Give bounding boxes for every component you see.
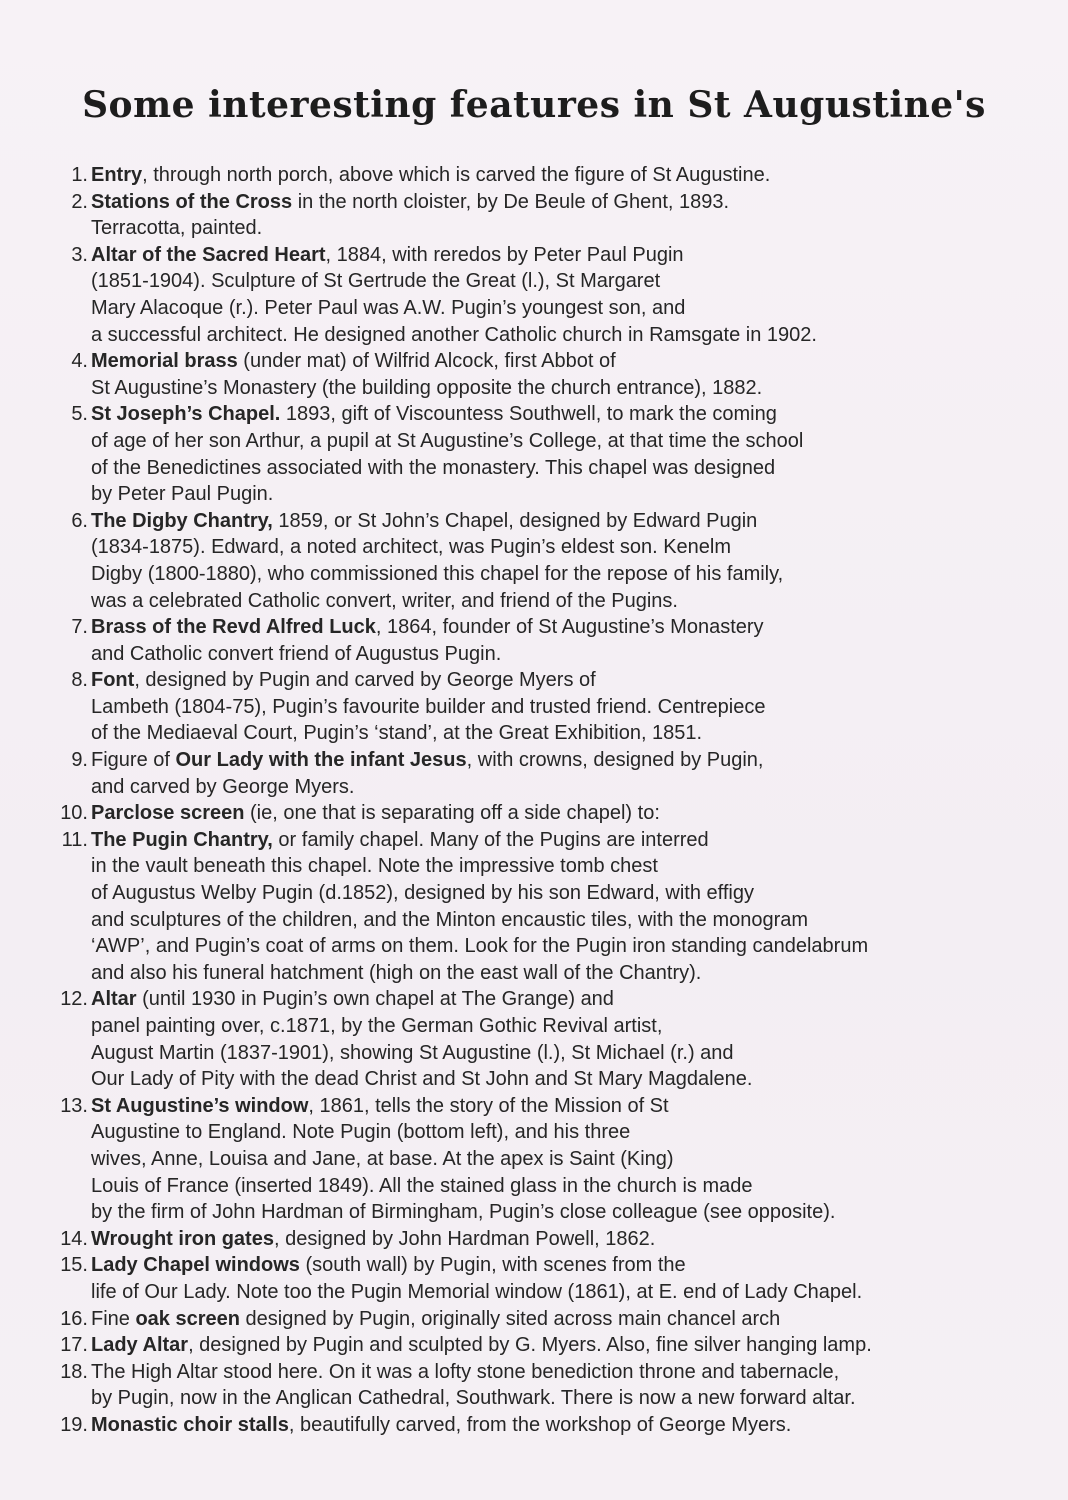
feature-description: Our Lady of Pity with the dead Christ and St John and St Mary Magdalene. [91, 1068, 753, 1091]
list-item [50, 162, 1040, 189]
feature-description: by Pugin, now in the Anglican Cathedral, Southwark. There is now a new forward altar. [91, 1387, 856, 1410]
feature-name: Monastic choir stalls [91, 1413, 289, 1436]
item-line [91, 880, 868, 907]
feature-description: and carved by George Myers. [91, 775, 355, 798]
item-line [91, 667, 765, 694]
item-number: 18. [60, 1360, 88, 1383]
feature-description: , 1861, tells the story of the Mission of St [308, 1094, 669, 1117]
item-line [91, 933, 868, 960]
list-item [50, 747, 1040, 800]
item-line [91, 720, 765, 747]
item-line [91, 322, 817, 349]
feature-description: (1834-1875). Edward, a noted architect, was Pugin’s eldest son. Kenelm [91, 536, 731, 559]
list-item [50, 1306, 1040, 1333]
feature-description: or family chapel. Many of the Pugins are interred [272, 828, 709, 851]
item-text [91, 1412, 791, 1439]
item-line [91, 960, 868, 987]
list-item [50, 986, 1040, 1092]
feature-description: , through north porch, above which is carved the figure of St Augustine. [142, 164, 771, 186]
item-line [91, 1066, 752, 1093]
feature-name: Parclose screen [91, 802, 245, 825]
feature-description: was a celebrated Catholic convert, writer, and friend of the Pugins. [91, 589, 678, 612]
feature-description: life of Our Lady. Note too the Pugin Memorial window (1861), at E. end of Lady Chapel. [91, 1280, 863, 1303]
item-text [91, 1093, 835, 1226]
list-item [50, 614, 1040, 667]
feature-description: 1859, or St John’s Chapel, designed by Edward Pugin [272, 509, 758, 532]
item-line [91, 455, 803, 482]
feature-description: Digby (1800-1880), who commissioned this chapel for the repose of his family, [91, 562, 784, 585]
feature-description: St Augustine’s Monastery (the building opposite the church entrance), 1882. [91, 376, 763, 399]
feature-description: Terracotta, painted. [91, 217, 263, 240]
item-text [91, 986, 752, 1092]
feature-description: , designed by Pugin and sculpted by G. Myers. Also, fine silver hanging lamp. [188, 1334, 872, 1357]
feature-name: Our Lady with the infant Jesus [175, 749, 467, 772]
feature-description: (south wall) by Pugin, with scenes from the [299, 1254, 686, 1277]
list-item [50, 189, 1040, 242]
feature-description: of the Mediaeval Court, Pugin’s ‘stand’, at the Great Exhibition, 1851. [91, 722, 703, 745]
item-number: 3. [71, 243, 88, 266]
item-line [91, 1279, 862, 1306]
item-line [91, 1385, 856, 1412]
feature-description: Mary Alacoque (r.). Peter Paul was A.W. Pugin’s youngest son, and [91, 296, 686, 319]
item-line [91, 508, 783, 535]
item-number: 1. [71, 164, 88, 186]
feature-name: oak screen [135, 1307, 240, 1330]
item-text [91, 348, 762, 401]
feature-name: Lady Chapel windows [91, 1254, 300, 1277]
item-line [91, 641, 764, 668]
item-line [91, 1306, 780, 1333]
feature-name: Stations of the Cross [91, 190, 293, 213]
list-item [50, 508, 1040, 614]
feature-name: Altar [91, 988, 137, 1011]
feature-description: , 1884, with reredos by Peter Paul Pugin [325, 243, 684, 266]
feature-name: Altar of the Sacred Heart [91, 243, 326, 266]
feature-name: Font [91, 669, 135, 692]
item-line [91, 986, 752, 1013]
item-line [91, 588, 783, 615]
item-line [91, 1173, 835, 1200]
item-number: 2. [71, 190, 88, 213]
item-line [91, 1332, 872, 1359]
feature-description: Augustine to England. Note Pugin (bottom left), and his three [91, 1121, 631, 1144]
feature-description: in the vault beneath this chapel. Note the impressive tomb chest [91, 855, 658, 878]
list-item [50, 667, 1040, 747]
feature-name: St Joseph’s Chapel. [91, 403, 281, 426]
item-line [91, 1119, 835, 1146]
feature-description: , designed by Pugin and carved by George Myers of [134, 669, 596, 692]
item-number: 15. [60, 1254, 88, 1277]
feature-name: Brass of the Revd Alfred Luck [91, 616, 376, 639]
item-text [91, 401, 803, 507]
item-number: 6. [71, 509, 88, 532]
item-line [91, 481, 803, 508]
feature-description: 1893, gift of Viscountess Southwell, to mark the coming [280, 403, 777, 426]
item-line [91, 1013, 752, 1040]
list-item [50, 1332, 1040, 1359]
item-line [91, 162, 770, 189]
item-line [91, 1093, 835, 1120]
feature-description: by Peter Paul Pugin. [91, 483, 274, 506]
item-line [91, 348, 762, 375]
feature-description: of age of her son Arthur, a pupil at St Augustine’s College, at that time the school [91, 429, 804, 452]
item-text [91, 242, 817, 348]
feature-description: of Augustus Welby Pugin (d.1852), designed by his son Edward, with effigy [91, 882, 754, 905]
feature-description: , designed by John Hardman Powell, 1862. [273, 1227, 656, 1250]
item-number: 14. [60, 1227, 88, 1250]
item-text [91, 508, 783, 614]
item-line [91, 1412, 791, 1439]
item-text [91, 1359, 856, 1412]
feature-description: Figure of [91, 749, 176, 772]
item-line [91, 1252, 862, 1279]
feature-name: St Augustine’s window [91, 1094, 309, 1117]
item-line [91, 295, 817, 322]
item-text [91, 189, 729, 242]
feature-description: wives, Anne, Louisa and Jane, at base. At the apex is Saint (King) [91, 1147, 674, 1170]
feature-description: by the firm of John Hardman of Birmingham, Pugin’s close colleague (see opposite). [91, 1201, 836, 1224]
feature-description: Fine [91, 1307, 136, 1330]
item-number: 7. [71, 616, 88, 639]
item-number: 19. [60, 1413, 88, 1436]
item-line [91, 827, 868, 854]
feature-description: panel painting over, c.1871, by the German Gothic Revival artist, [91, 1015, 663, 1037]
feature-description: and Catholic convert friend of Augustus Pugin. [91, 642, 502, 665]
feature-description: August Martin (1837-1901), showing St Augustine (l.), St Michael (r.) and [91, 1041, 734, 1064]
feature-description: in the north cloister, by De Beule of Ghent, 1893. [292, 190, 730, 213]
feature-name: Lady Altar [91, 1334, 189, 1357]
feature-description: , beautifully carved, from the workshop of George Myers. [288, 1413, 792, 1436]
item-text [91, 747, 763, 800]
feature-name: Entry [91, 164, 143, 186]
item-line [91, 561, 783, 588]
item-text [91, 1306, 780, 1333]
feature-name: The Pugin Chantry, [91, 828, 273, 851]
item-text [91, 614, 764, 667]
item-number: 17. [60, 1334, 88, 1357]
list-item [50, 1252, 1040, 1305]
list-item [50, 1226, 1040, 1253]
item-line [91, 614, 764, 641]
item-line [91, 268, 817, 295]
feature-description: (ie, one that is separating off a side chapel) to: [244, 802, 660, 825]
item-text [91, 1226, 655, 1253]
list-item [50, 827, 1040, 987]
item-line [91, 1040, 752, 1067]
item-number: 10. [60, 802, 88, 825]
item-number: 9. [71, 749, 88, 772]
feature-description: The High Altar stood here. On it was a lofty stone benediction throne and tabernacle, [91, 1360, 840, 1383]
item-line [91, 694, 765, 721]
feature-description: Lambeth (1804-75), Pugin’s favourite builder and trusted friend. Centrepiece [91, 695, 766, 718]
item-line [91, 428, 803, 455]
feature-description: (under mat) of Wilfrid Alcock, first Abbot of [237, 350, 616, 373]
list-item [50, 401, 1040, 507]
feature-list [50, 162, 1040, 1439]
feature-name: The Digby Chantry, [91, 509, 273, 532]
list-item [50, 348, 1040, 401]
item-number: 4. [71, 350, 88, 373]
item-number: 11. [61, 828, 88, 851]
feature-description: (until 1930 in Pugin’s own chapel at The Grange) and [136, 988, 614, 1011]
feature-description: of the Benedictines associated with the monastery. This chapel was designed [91, 456, 776, 479]
item-line [91, 1199, 835, 1226]
item-text [91, 162, 770, 189]
item-text [91, 1252, 862, 1305]
item-line [91, 534, 783, 561]
feature-description: and also his funeral hatchment (high on the east wall of the Chantry). [91, 961, 702, 984]
item-text [91, 1332, 872, 1359]
item-line [91, 215, 729, 242]
feature-description: a successful architect. He designed another Catholic church in Ramsgate in 1902. [91, 323, 817, 346]
feature-description: , 1864, founder of St Augustine’s Monastery [375, 616, 764, 639]
item-number: 12. [60, 988, 88, 1011]
list-item [50, 1412, 1040, 1439]
item-text [91, 667, 765, 747]
list-item [50, 800, 1040, 827]
feature-description: ‘AWP’, and Pugin’s coat of arms on them. Look for the Pugin iron standing candelabrum [91, 935, 869, 958]
item-text [91, 827, 868, 987]
item-line [91, 1359, 856, 1386]
item-line [91, 774, 763, 801]
item-line [91, 375, 762, 402]
item-line [91, 853, 868, 880]
item-line [91, 1146, 835, 1173]
feature-description: (1851-1904). Sculpture of St Gertrude the Great (l.), St Margaret [91, 270, 661, 293]
item-line [91, 1226, 655, 1253]
item-line [91, 401, 803, 428]
item-number: 8. [71, 669, 88, 692]
list-item [50, 242, 1040, 348]
item-line [91, 189, 729, 216]
list-item [50, 1359, 1040, 1412]
item-line [91, 800, 660, 827]
item-number: 16. [60, 1307, 88, 1330]
feature-description: , with crowns, designed by Pugin, [466, 749, 764, 772]
feature-description: Louis of France (inserted 1849). All the stained glass in the church is made [91, 1174, 753, 1197]
item-number: 5. [71, 403, 88, 426]
item-line [91, 747, 763, 774]
feature-name: Wrought iron gates [91, 1227, 274, 1250]
item-line [91, 907, 868, 934]
item-number: 13. [60, 1094, 88, 1117]
list-item [50, 1093, 1040, 1226]
feature-description: and sculptures of the children, and the Minton encaustic tiles, with the monogram [91, 908, 809, 931]
page-title: Some interesting features in St Augustine's [82, 84, 986, 126]
feature-description: designed by Pugin, originally sited across main chancel arch [239, 1307, 781, 1330]
feature-name: Memorial brass [91, 350, 238, 373]
item-line [91, 242, 817, 269]
item-text [91, 800, 660, 827]
